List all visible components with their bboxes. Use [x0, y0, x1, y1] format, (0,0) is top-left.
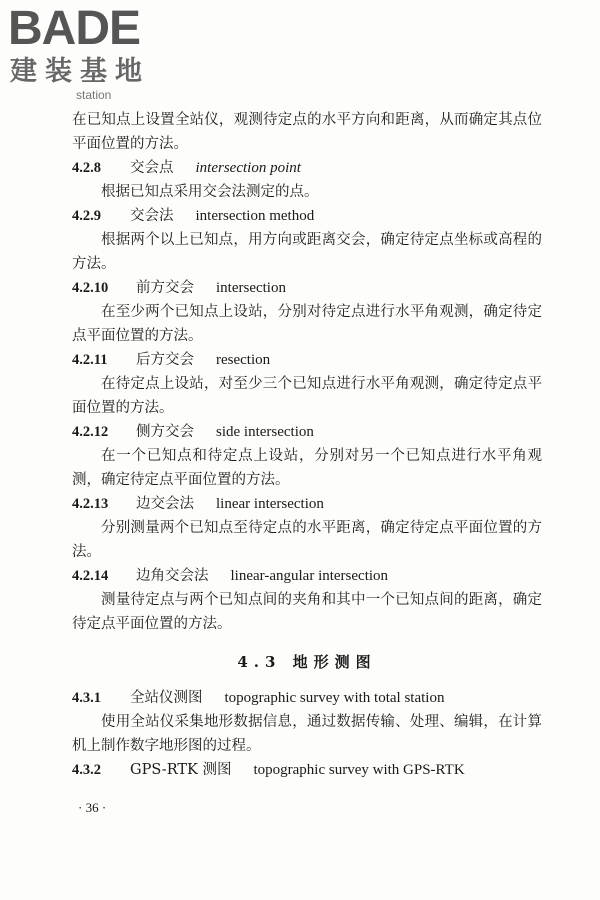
term-heading — [72, 564, 542, 588]
term-definition: 测量待定点与两个已知点间的夹角和其中一个已知点间的距离，确定待定点平面位置的方法。 — [72, 592, 542, 632]
term-number: 4.2.10 — [72, 280, 109, 296]
term-definition: 在至少两个已知点上设站，分别对待定点进行水平角观测，确定待定点平面位置的方法。 — [72, 304, 542, 344]
bade-logo — [8, 2, 178, 102]
term-chinese: 边交会法 — [136, 496, 194, 512]
term-heading — [72, 420, 542, 444]
term-definition: 使用全站仪采集地形数据信息，通过数据传输、处理、编辑，在计算机上制作数字地形图的过程。 — [72, 714, 542, 754]
term-chinese: 交会法 — [130, 208, 174, 224]
term-number: 4.3.1 — [72, 690, 101, 706]
term-number: 4.2.12 — [72, 424, 109, 440]
logo-chinese: 建装基地 — [10, 56, 150, 87]
term-heading — [72, 276, 542, 300]
term-chinese: 侧方交会 — [136, 424, 194, 440]
section-heading: 4.3 地形测图 — [237, 653, 377, 671]
term-definition: 根据已知点采用交会法测定的点。 — [101, 184, 319, 200]
term-english: linear-angular intersection — [230, 568, 389, 584]
term-heading — [72, 204, 542, 228]
term-chinese: 后方交会 — [136, 352, 194, 368]
term-definition: 在待定点上设站，对至少三个已知点进行水平角观测，确定待定点平面位置的方法。 — [72, 376, 542, 416]
term-definition: 在一个已知点和待定点上设站，分别对另一个已知点进行水平角观测，确定待定点平面位置的方法。 — [72, 448, 542, 488]
term-english: intersection point — [195, 160, 301, 176]
term-english: linear intersection — [216, 496, 324, 512]
term-english: intersection — [216, 280, 286, 296]
term-heading — [72, 492, 542, 516]
term-heading — [72, 156, 542, 180]
term-english: intersection method — [195, 208, 315, 224]
term-chinese: 边角交会法 — [136, 568, 209, 584]
term-number: 4.2.14 — [72, 568, 109, 584]
term-chinese: 前方交会 — [136, 280, 194, 296]
term-chinese: GPS-RTK 测图 — [130, 762, 232, 778]
term-english: side intersection — [216, 424, 314, 440]
term-chinese: 交会点 — [130, 160, 174, 176]
term-definition: 分别测量两个已知点至待定点的水平距离，确定待定点平面位置的方法。 — [72, 520, 542, 560]
term-number: 4.2.9 — [72, 208, 101, 224]
term-number: 4.2.8 — [72, 160, 101, 176]
term-number: 4.2.13 — [72, 496, 109, 512]
term-definition: 根据两个以上已知点，用方向或距离交会，确定待定点坐标或高程的方法。 — [72, 232, 542, 272]
term-number: 4.2.11 — [72, 352, 108, 368]
term-heading — [72, 348, 542, 372]
term-chinese: 全站仪测图 — [130, 690, 203, 706]
intro-paragraph: 在已知点上设置全站仪，观测待定点的水平方向和距离，从而确定其点位平面位置的方法。 — [72, 112, 542, 152]
page-number: · 36 · — [78, 800, 107, 815]
logo-wordmark: BADE — [8, 2, 141, 55]
logo-subtitle: station — [76, 88, 112, 102]
term-english: topographic survey with GPS-RTK — [253, 762, 465, 778]
term-heading — [72, 686, 542, 710]
term-english: topographic survey with total station — [224, 690, 445, 706]
term-number: 4.3.2 — [72, 762, 101, 778]
term-heading — [72, 758, 542, 782]
page-content — [72, 108, 542, 782]
term-english: resection — [216, 352, 271, 368]
